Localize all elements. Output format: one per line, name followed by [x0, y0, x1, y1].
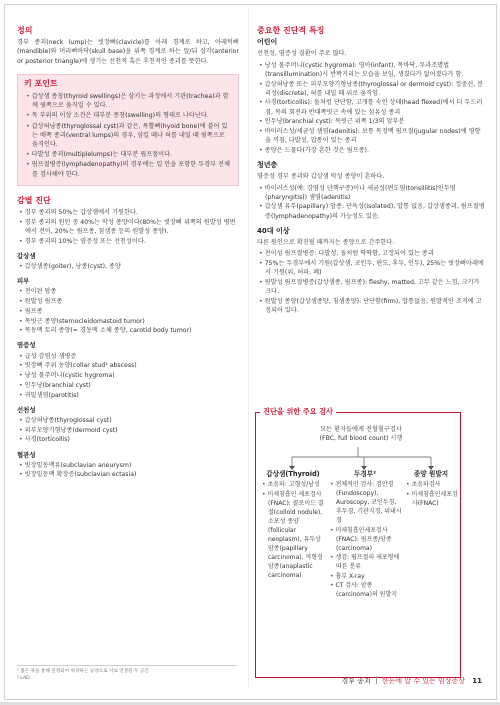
adult-intro: 다른 원인으로 확진될 때까지는 종양으로 간주한다.	[257, 239, 395, 247]
column-divider	[248, 8, 249, 688]
thyroid-list	[260, 480, 326, 580]
key-point: • 다발성 종괴(multiplelumps)는 대부분 림프절이다.	[24, 150, 232, 159]
ddx-heading: 감별 진단	[17, 195, 51, 205]
key-points-box	[17, 74, 239, 186]
group-heading-inflammatory: 염증성	[17, 341, 36, 350]
thyroid-item: • 미세침흡인 세포검사(FNAC): 콜로이드 결절(colloid nodule), 소포성 종양(follicular neoplasm), 유두상 암종(papillary carcinoma), 역형성 암종(anaplastic carcinoma)	[260, 490, 326, 580]
group-item: • 전이된 암종	[17, 287, 239, 296]
investigations-box	[255, 407, 461, 678]
adult-item: • 전이성 림프절병증: 다발성, 돌처럼 딱딱함, 고정되어 있는 종괴	[257, 249, 485, 258]
page-number: 11	[472, 677, 482, 685]
left-column	[17, 26, 239, 480]
fbc-line-2: (FBC, full blood count) 시행	[319, 435, 403, 442]
footnote: ¹ 좁은 목을 통해 연결되어 위치하는 농양으로 서로 연결된 두 공간	[17, 669, 149, 674]
footnote: ² LAD	[17, 676, 30, 681]
right-column	[257, 26, 485, 316]
definition-text: 경부 종괴(neck lump)는 빗장뼈(clavicle)를 아래 경계로 하고, 아래턱뼈(mandible)와 머리뼈바닥(skull base)을 위쪽 경계로 하는 앞/뒤 삼각(anterior or posterior triangle)에 생기는 선천적 혹은 후천적인 종괴를 뜻한다.	[17, 39, 239, 65]
primary-site-item: • 미세침흡인세포검사(FNAC)	[404, 490, 458, 508]
group-heading-thyroid: 갑상샘	[17, 251, 36, 260]
investigations-title: 진단을 위한 주요 검사	[260, 407, 336, 417]
ddx-list	[17, 208, 239, 246]
head-neck-column	[328, 470, 402, 600]
youth-heading: 청년층	[257, 161, 278, 170]
children-item: • 사경(torticollis): 돌처럼 단단함, 고개를 숙인 상태(head flexed)에서 더 두드러짐, 목의 회전과 반대쪽빗근 속에 있는 섬유성 종괴	[257, 98, 485, 116]
thyroid-column	[260, 470, 326, 580]
group-item: • 갑상혀낭종(thyroglossal cyst)	[17, 416, 239, 425]
group-list-vascular	[17, 461, 239, 480]
group-item: • 인두낭(branchial cyst)	[17, 381, 239, 390]
adult-item: • 75%는 두경부에서 기원(갑상샘, 코인두, 편도, 후두, 인두), 25%는 빗장뼈아래에서 기원(위, 허파, 폐)	[257, 259, 485, 277]
features-heading: 중요한 진단적 특징	[257, 26, 325, 35]
group-item: • 빗장밑동맥 확장증(subclavian ectasia)	[17, 470, 239, 479]
head-neck-head: 두경부²	[354, 470, 376, 478]
adult-item: • 원발성 림프절병증(갑상샘종, 림프종): fleshy, matted, 고무 같은 느낌, 크기가 크다.	[257, 278, 485, 296]
group-list-inflammatory	[17, 352, 239, 400]
group-item: • 급성 감염성 샘병증	[17, 352, 239, 361]
children-list	[257, 61, 485, 156]
group-list-congenital	[17, 416, 239, 445]
head-neck-item: • CT 검사: 암종(carcinoma)의 원발지	[328, 581, 402, 599]
footer-section: 경부 종괴	[341, 677, 371, 685]
youth-intro: 염증성 경부 종괴와 갑상샘 악성 종양이 흔하다.	[257, 173, 385, 181]
youth-item: • 갑상샘 유두(papillary) 암종: 단독성(isolated), 압통 없음, 갑상샘종괴, 림프절병증(lymphadenopathy)의 가능성도 있음.	[257, 202, 485, 220]
children-item: • 갑상혀낭종 또는 피부모양기형낭종(thyroglossal or dermoid cyst): 정중선, 분리성(discrete), 혀를 내밀 때 위로 움직임.	[257, 80, 485, 98]
children-item: • 낭성 물주머니(cystic hygroma): 영아(infant), 목바닥, 투과조명법(transillumination)시 반짝거리는 모습을 보임, 생겼다가 없어졌다가 함.	[257, 61, 485, 79]
group-item: • 피부모양기형낭종(dermoid cyst)	[17, 426, 239, 435]
children-heading: 어린이	[257, 38, 278, 47]
adult-item: • 원발성 종양(갑상샘종양, 침샘종양): 단단함(firm), 압통없음, 원발적인 조직에 고정되어 있다.	[257, 297, 485, 315]
thyroid-head: 갑상샘(Thyroid)	[266, 470, 320, 478]
key-points-list	[24, 92, 232, 179]
group-item: • 빗장뼈 주위 농양(collar stud¹ abscess)	[17, 361, 239, 370]
thyroid-item: • 초음파: 고형성/낭성	[260, 480, 326, 489]
group-item: • 갑상샘종(goiter), 낭종(cyst), 종양	[17, 262, 239, 271]
definition-heading: 정의	[17, 26, 33, 35]
head-neck-item: • 전체적인 검사: 검안경(Fundoscopy), Auroscopy, 코인두경, 후두경, 기관지경, 위내시경	[328, 480, 402, 525]
youth-item: • 바이러스성(예: 감염성 단핵구증)이나 세균성(편도염(tonsillitis)인두염(pharyngitis)) 샘염(adenitis)	[257, 184, 485, 202]
ddx-bullet: • 경부 종괴의 10%는 염증성 또는 선천성이다.	[17, 237, 239, 246]
children-item: • 인두낭(branchial cyst): 목빗근 위쪽 1/3의 앞부분	[257, 117, 485, 126]
key-points-heading: 키 포인트	[24, 78, 58, 88]
footer-chapter: 한눈에 알 수 있는 임상증상	[381, 677, 466, 685]
key-point: • 목 부위의 이상 소견은 대부분 종창(swelling)의 형태로 나타난다.	[24, 111, 232, 120]
primary-site-column	[404, 470, 458, 508]
children-intro: 선천성, 염증성 질환이 주로 많다.	[257, 50, 347, 58]
group-list-thyroid	[17, 262, 239, 271]
group-list-skin	[17, 287, 239, 335]
head-neck-item: • 생검: 림프절의 세포형에 따른 분류	[328, 553, 402, 571]
youth-list	[257, 184, 485, 221]
primary-site-list	[404, 480, 458, 508]
adult-list	[257, 249, 485, 315]
footnotes	[17, 665, 237, 682]
children-item: • 바이러스성/세균성 샘염(adenitis): 보통 목정맥 림프절(jugular nodes)에 영향을 끼침, 다발성, 압통이 있는 종괴	[257, 127, 485, 145]
key-point: • 림프절병증(lymphadenopathy)의 경우에는 입 안을 포함한 두경부 전체를 검사해야 한다.	[24, 160, 232, 178]
group-item: • 목빗근 종양(sternocleidomastoid tumor)	[17, 317, 239, 326]
ddx-bullet: • 경부 종괴의 원인 중 40%는 악성 종양이다(80%는 빗장뼈 위쪽의 원발성 병변에서 전이, 20%는 림프종, 침샘종 등의 원발성 종양).	[17, 218, 239, 236]
group-heading-skin: 피부	[17, 277, 30, 286]
primary-site-item: • 초음파검사	[404, 480, 458, 489]
footer-separator	[376, 676, 377, 684]
group-heading-congenital: 선천성	[17, 405, 36, 414]
adult-heading: 40대 이상	[257, 226, 290, 235]
page-footer	[341, 676, 482, 686]
group-item: • 원발성 림프종	[17, 297, 239, 306]
group-item: • 사경(torticollis)	[17, 435, 239, 444]
children-item: • 종양은 드물다(가장 흔한 것은 림프종).	[257, 146, 485, 155]
group-heading-vascular: 혈관성	[17, 450, 36, 459]
head-neck-item: • 흉부 X-ray	[328, 572, 402, 581]
primary-site-head: 종양 원발지	[413, 470, 449, 478]
group-item: • 림프종	[17, 307, 239, 316]
group-item: • 귀밑샘염(parotitis)	[17, 391, 239, 400]
group-item: • 낭성 물주머니(cystic hygroma)	[17, 371, 239, 380]
group-item: • 목동맥 토리 종양(= 경동맥 소체 종양, carotid body tumor)	[17, 326, 239, 335]
group-item: • 빗장밑동맥류(subclavian aneurysm)	[17, 461, 239, 470]
key-point: • 갑상샘 종창(thyroid swellings)은 삼키는 과정에서 기관(trachea)과 함께 윗쪽으로 움직일 수 있다.	[24, 92, 232, 110]
fbc-line-1: 모든 환자들에게 전혈혈구검사	[320, 426, 402, 433]
head-neck-list	[328, 480, 402, 599]
head-neck-item: • 미세침흡인세포검사(FNAC): 림프종/암종(carcinoma)	[328, 526, 402, 553]
key-point: • 갑상혀낭종(thyroglossal cyst)과 같은, 목뿔뼈(hyoid bone)에 붙어 있는 배쪽 종괴(ventral lumps)의 경우, 삼킬 때나 혀를 내밀 때 윗쪽으로 움직인다.	[24, 122, 232, 150]
ddx-bullet: • 경부 종괴의 50%는 갑상샘에서 기원한다.	[17, 208, 239, 217]
